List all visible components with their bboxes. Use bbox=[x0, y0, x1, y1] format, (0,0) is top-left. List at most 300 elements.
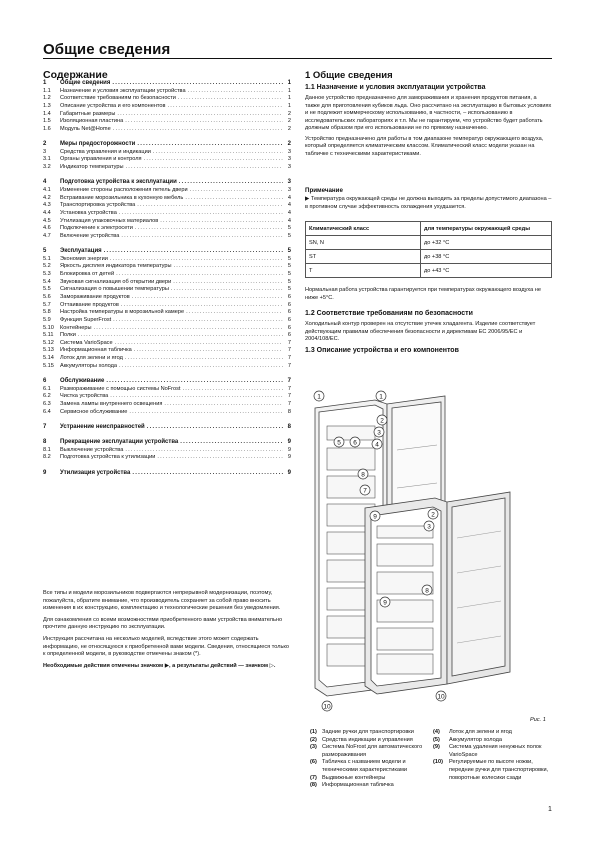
toc-leader-dots bbox=[132, 294, 283, 302]
section-1-2-heading: 1.2 Соответствие требованиям по безопасности bbox=[305, 310, 473, 317]
toc-entry-number: 5.10 bbox=[43, 324, 54, 331]
toc-entry-number: 4.5 bbox=[43, 217, 51, 224]
toc-spacer bbox=[43, 240, 291, 248]
note-heading: Примечание bbox=[305, 187, 343, 194]
callout-label: 3 bbox=[427, 523, 431, 531]
toc-entry-label: Изоляционная пластина bbox=[60, 118, 124, 125]
callout-marker bbox=[372, 439, 382, 449]
toc-entry-label: Габаритные размеры bbox=[60, 110, 116, 117]
toc-entry-page: 9 bbox=[287, 469, 291, 476]
toc-entry-number: 6.1 bbox=[43, 385, 51, 392]
toc-entry-label: Функция SuperFrost bbox=[60, 316, 112, 323]
toc-entry-page: 3 bbox=[287, 148, 291, 155]
toc-entry-number: 4.7 bbox=[43, 232, 51, 239]
toc-entry[interactable] bbox=[43, 103, 291, 111]
legend-text: Задние ручки для транспортировки bbox=[322, 729, 414, 735]
toc-entry-number: 5.11 bbox=[43, 332, 54, 339]
toc-leader-dots bbox=[178, 95, 283, 103]
toc-leader-dots bbox=[132, 470, 283, 478]
toc-entry-label: Транспортировка устройства bbox=[60, 202, 136, 209]
callout-label: 2 bbox=[431, 511, 435, 519]
toc-leader-dots bbox=[144, 156, 283, 164]
toc-entry-number: 5.7 bbox=[43, 301, 51, 308]
table-header-cell: для температуры окружающей среды bbox=[421, 222, 552, 236]
toc-entry-number: 5.1 bbox=[43, 255, 51, 262]
toc-entry-label: Утилизация упаковочных материалов bbox=[60, 217, 159, 224]
toc-entry[interactable] bbox=[43, 294, 291, 302]
table-cell: ST bbox=[306, 250, 421, 264]
toc-leader-dots bbox=[137, 202, 283, 210]
toc-entry-label: Эксплуатация bbox=[60, 248, 102, 255]
toc-entry-number: 5.12 bbox=[43, 339, 54, 346]
toc-entry-page: 7 bbox=[287, 339, 291, 346]
toc-entry[interactable] bbox=[43, 393, 291, 401]
toc-entry-label: Общие сведения bbox=[60, 80, 111, 86]
legend-left bbox=[310, 729, 428, 790]
toc-entry[interactable] bbox=[43, 179, 291, 187]
toc-entry-label: Замена лампы внутреннего освещения bbox=[60, 400, 163, 407]
climate-table-wrap bbox=[305, 221, 552, 278]
toc-entry-page: 5 bbox=[287, 225, 291, 232]
toc-entry-page: 5 bbox=[287, 286, 291, 293]
toc-entry-number: 4 bbox=[43, 179, 47, 186]
table-row bbox=[306, 250, 552, 264]
toc-entry-page: 7 bbox=[287, 347, 291, 354]
toc-entry[interactable] bbox=[43, 378, 291, 386]
toc-entry-page: 9 bbox=[287, 446, 291, 453]
legend-number: (2) bbox=[310, 736, 317, 743]
toc-entry-label: Выключение устройства bbox=[60, 446, 124, 453]
toc-entry-number: 5 bbox=[43, 248, 47, 255]
legend-number: (6) bbox=[310, 759, 317, 766]
toc-leader-dots bbox=[129, 409, 283, 417]
toc-entry-page: 2 bbox=[287, 118, 291, 125]
toc-entry-number: 5.5 bbox=[43, 286, 51, 293]
toc-leader-dots bbox=[135, 225, 283, 233]
toc-leader-dots bbox=[186, 309, 283, 317]
callout-label: 2 bbox=[380, 417, 384, 425]
toc-entry[interactable] bbox=[43, 355, 291, 363]
callout-marker bbox=[377, 415, 387, 425]
toc-entry-page: 1 bbox=[287, 95, 291, 102]
toc-entry-number: 5.15 bbox=[43, 362, 54, 369]
legend-number: (9) bbox=[433, 744, 440, 751]
toc-entry[interactable] bbox=[43, 332, 291, 340]
legend-text: Табличка с названием модели и техническими характеристиками bbox=[322, 759, 407, 773]
toc-entry[interactable] bbox=[43, 187, 291, 195]
callout-label: 5 bbox=[337, 439, 341, 447]
toc-entry-number: 1.2 bbox=[43, 95, 51, 102]
toc-entry[interactable] bbox=[43, 271, 291, 279]
toc-entry-number: 9 bbox=[43, 469, 47, 476]
callout-label: 6 bbox=[353, 439, 357, 447]
legend-item bbox=[310, 775, 428, 783]
section-1-1-heading: 1.1 Назначение и условия эксплуатации устройства bbox=[305, 84, 486, 91]
toc-leader-dots bbox=[125, 355, 283, 363]
callout-marker bbox=[370, 511, 380, 521]
toc-entry[interactable] bbox=[43, 286, 291, 294]
toc-entry[interactable] bbox=[43, 225, 291, 233]
legend-text: Аккумулятор холода bbox=[449, 736, 502, 743]
legend-number: (4) bbox=[433, 729, 440, 735]
toc-leader-dots bbox=[121, 233, 283, 241]
toc-entry[interactable] bbox=[43, 248, 291, 256]
toc-entry-page: 2 bbox=[287, 141, 291, 148]
table-row bbox=[306, 264, 552, 278]
toc-spacer bbox=[43, 462, 291, 470]
callout-label: 10 bbox=[437, 693, 445, 701]
toc-leader-dots bbox=[113, 126, 283, 134]
callout-label: 9 bbox=[373, 513, 377, 521]
intro-text bbox=[43, 590, 291, 674]
toc-entry[interactable] bbox=[43, 279, 291, 287]
toc-entry-page: 5 bbox=[287, 263, 291, 270]
toc-entry-number: 1 bbox=[43, 80, 47, 86]
toc-entry[interactable] bbox=[43, 126, 291, 134]
toc-entry-page: 5 bbox=[287, 271, 291, 278]
toc-entry-label: Сервисное обслуживание bbox=[60, 408, 128, 415]
toc-entry[interactable] bbox=[43, 80, 291, 88]
section-1-1-paragraph: Данное устройство предназначено для замораживания и хранения продуктов питания, а также для приготовления кубиков льда. Оно рассчитано на эксплуатацию в бытовых условиях и не подлежит коммерческому использованию, в частности, – использованию в исследовательских лабораториях и т.п. Мы не гарантируем, что устройство будет работать должным образом при его использовании не по прямому назначению. bbox=[305, 95, 552, 131]
legend-item bbox=[310, 744, 428, 759]
toc-entry-page: 9 bbox=[287, 454, 291, 461]
toc-entry-number: 6.3 bbox=[43, 400, 51, 407]
toc-entry-label: Индикатор температуры bbox=[60, 164, 124, 171]
toc-entry[interactable] bbox=[43, 340, 291, 348]
intro-paragraph: Все типы и модели морозильников подвергаются непрерывной модернизации, поэтому, пожалуйста, обратите внимание, что производитель сохраняет за собой право вносить изменения в их конструкцию, комплектацию и технологические решения без уведомления. bbox=[43, 590, 281, 612]
toc-entry-page: 2 bbox=[287, 125, 291, 132]
table-cell: SN, N bbox=[306, 236, 421, 250]
callout-label: 1 bbox=[379, 393, 383, 401]
toc-heading: Содержание bbox=[43, 69, 108, 81]
toc-entry-label: Устранение неисправностей bbox=[60, 423, 145, 430]
toc-entry-label: Блокировка от детей bbox=[60, 271, 115, 278]
toc-entry-number: 4.4 bbox=[43, 209, 51, 216]
toc-leader-dots bbox=[180, 439, 283, 447]
toc-entry-page: 9 bbox=[287, 439, 291, 446]
toc-entry-label: Система VarioSpace bbox=[60, 339, 113, 346]
toc-entry-page: 7 bbox=[287, 385, 291, 392]
table-header-row bbox=[306, 222, 552, 236]
toc-leader-dots bbox=[137, 141, 283, 149]
toc-entry-page: 3 bbox=[287, 156, 291, 163]
toc-entry-label: Полки bbox=[60, 332, 76, 339]
toc-entry-label: Настройка температуры в морозильной камере bbox=[60, 309, 185, 316]
page-number: 1 bbox=[548, 806, 552, 813]
toc-leader-dots bbox=[168, 103, 283, 111]
intro-symbol-note: Необходимые действия отмечены значком ▶, а результаты действий — значком ▷. bbox=[43, 662, 276, 669]
toc-entry-page: 3 bbox=[287, 186, 291, 193]
toc-entry-label: Замораживание продуктов bbox=[60, 293, 130, 300]
legend-right bbox=[433, 729, 551, 782]
toc-entry-number: 5.3 bbox=[43, 271, 51, 278]
callout-marker bbox=[358, 469, 368, 479]
freezer-illustration bbox=[305, 388, 550, 716]
toc-entry-page: 3 bbox=[287, 164, 291, 171]
legend-number: (8) bbox=[310, 782, 317, 789]
toc-entry-label: Прекращение эксплуатации устройства bbox=[60, 439, 179, 446]
callout-label: 7 bbox=[363, 487, 367, 495]
toc-entry-page: 5 bbox=[287, 232, 291, 239]
toc-entry[interactable] bbox=[43, 218, 291, 226]
toc-entry[interactable] bbox=[43, 149, 291, 157]
toc-entry-page: 7 bbox=[287, 400, 291, 407]
legend-item bbox=[310, 729, 428, 737]
toc-leader-dots bbox=[171, 286, 283, 294]
legend-number: (3) bbox=[310, 744, 317, 751]
toc-entry[interactable] bbox=[43, 118, 291, 126]
toc-leader-dots bbox=[188, 88, 283, 96]
section-1-2-text: Холодильный контур проверен на отсутствие утечек хладагента. Изделие соответствует действующим правилам обеспечения безопасности и директивам ЕС 2006/95/EC и 2004/108/EC. bbox=[305, 321, 536, 342]
table-cell: до +38 °C bbox=[421, 250, 552, 264]
toc-entry[interactable] bbox=[43, 95, 291, 103]
toc-entry[interactable] bbox=[43, 210, 291, 218]
toc-entry-label: Контейнеры bbox=[60, 324, 92, 331]
toc-entry-number: 4.2 bbox=[43, 194, 51, 201]
toc-entry-number: 1.5 bbox=[43, 118, 51, 125]
toc-entry[interactable] bbox=[43, 470, 291, 478]
toc-entry[interactable] bbox=[43, 424, 291, 432]
toc-entry-page: 1 bbox=[287, 87, 291, 94]
toc-entry-number: 5.4 bbox=[43, 278, 51, 285]
toc-entry-label: Подготовка устройства к эксплуатации bbox=[60, 179, 177, 186]
toc-entry-number: 1.3 bbox=[43, 102, 51, 109]
toc-leader-dots bbox=[185, 195, 283, 203]
toc-entry[interactable] bbox=[43, 325, 291, 333]
toc-entry[interactable] bbox=[43, 454, 291, 462]
legend-number: (1) bbox=[310, 729, 317, 735]
callout-marker bbox=[422, 585, 432, 595]
toc-entry-page: 1 bbox=[287, 80, 291, 86]
toc-leader-dots bbox=[182, 386, 283, 394]
toc-leader-dots bbox=[160, 218, 283, 226]
toc-leader-dots bbox=[174, 263, 283, 271]
toc-entry-label: Изменение стороны расположения петель двери bbox=[60, 186, 188, 193]
toc-leader-dots bbox=[110, 256, 283, 264]
toc-entry-number: 6.4 bbox=[43, 408, 51, 415]
toc-entry-page: 4 bbox=[287, 217, 291, 224]
toc-entry-page: 6 bbox=[287, 332, 291, 339]
toc-entry-label: Обслуживание bbox=[60, 377, 105, 384]
toc-entry-number: 1.4 bbox=[43, 110, 51, 117]
toc-entry-number: 3.1 bbox=[43, 156, 51, 163]
toc-leader-dots bbox=[119, 363, 283, 371]
intro-paragraph: Для ознакомления со всеми возможностями приобретенного вами устройства внимательно прочтите данную инструкцию по эксплуатации. bbox=[43, 616, 283, 631]
toc-entry[interactable] bbox=[43, 409, 291, 417]
toc-entry-number: 5.6 bbox=[43, 293, 51, 300]
table-header-cell: Климатический класс bbox=[306, 222, 421, 236]
toc-entry[interactable] bbox=[43, 202, 291, 210]
legend-number: (10) bbox=[433, 759, 443, 766]
toc-entry-page: 4 bbox=[287, 194, 291, 201]
toc-entry-number: 6.2 bbox=[43, 393, 51, 400]
toc-leader-dots bbox=[112, 80, 283, 88]
table-cell: до +43 °C bbox=[421, 264, 552, 278]
section-1-3-heading: 1.3 Описание устройства и его компонентов bbox=[305, 347, 459, 354]
toc-spacer bbox=[43, 431, 291, 439]
toc-entry-label: Модуль Net@Home bbox=[60, 125, 111, 132]
toc-entry-label: Средства управления и индикации bbox=[60, 148, 151, 155]
toc-entry-page: 6 bbox=[287, 316, 291, 323]
toc-entry-label: Описание устройства и его компонентов bbox=[60, 102, 166, 109]
toc-entry-page: 6 bbox=[287, 293, 291, 300]
callout-marker bbox=[322, 701, 332, 711]
toc-entry-number: 4.1 bbox=[43, 186, 51, 193]
legend-item bbox=[310, 737, 428, 745]
toc-entry-page: 5 bbox=[287, 255, 291, 262]
toc-entry-page: 5 bbox=[287, 278, 291, 285]
legend-item bbox=[310, 782, 428, 790]
title-rule bbox=[43, 58, 552, 59]
toc-leader-dots bbox=[125, 118, 283, 126]
legend-text: Выдвижные контейнеры bbox=[322, 774, 386, 781]
toc-spacer bbox=[43, 416, 291, 424]
toc-leader-dots bbox=[164, 401, 283, 409]
toc-entry-label: Лоток для зелени и ягод bbox=[60, 355, 123, 362]
toc-leader-dots bbox=[110, 393, 283, 401]
toc-entry[interactable] bbox=[43, 263, 291, 271]
toc-entry-label: Оттаивание продуктов bbox=[60, 301, 119, 308]
toc-entry-label: Встраивание морозильника в кухонную мебель bbox=[60, 194, 184, 201]
callout-marker bbox=[376, 391, 386, 401]
toc-entry-label: Яркость дисплея индикатора температуры bbox=[60, 263, 172, 270]
toc-entry-label: Соответствие требованиям по безопасности bbox=[60, 95, 176, 102]
legend-text: Система удаления ненужных полок VarioSpace bbox=[449, 744, 542, 758]
toc-entry[interactable] bbox=[43, 439, 291, 447]
toc-entry[interactable] bbox=[43, 401, 291, 409]
toc-entry-number: 3.2 bbox=[43, 164, 51, 171]
toc-entry-label: Чистка устройства bbox=[60, 393, 109, 400]
callout-label: 8 bbox=[361, 471, 365, 479]
toc-entry-number: 5.14 bbox=[43, 355, 54, 362]
callout-marker bbox=[380, 597, 390, 607]
callout-marker bbox=[314, 391, 324, 401]
toc-entry-label: Подключение к электросети bbox=[60, 225, 133, 232]
toc-entry-page: 7 bbox=[287, 393, 291, 400]
toc-leader-dots bbox=[190, 187, 283, 195]
callout-marker bbox=[428, 509, 438, 519]
toc-entry-label: Меры предосторожности bbox=[60, 141, 136, 148]
callout-marker bbox=[424, 521, 434, 531]
legend-text: Средства индикации и управления bbox=[322, 736, 413, 743]
toc-entry[interactable] bbox=[43, 88, 291, 96]
toc-entry-page: 7 bbox=[287, 355, 291, 362]
toc-leader-dots bbox=[116, 271, 283, 279]
toc-leader-dots bbox=[117, 111, 283, 119]
toc-entry-label: Экономия энергии bbox=[60, 255, 108, 262]
legend-item bbox=[433, 759, 551, 782]
toc-entry-page: 4 bbox=[287, 202, 291, 209]
toc-entry-page: 8 bbox=[287, 408, 291, 415]
toc-leader-dots bbox=[94, 325, 283, 333]
toc-entry-label: Размораживание с помощью системы NoFrost bbox=[60, 385, 181, 392]
section-1-1-text bbox=[305, 95, 552, 158]
toc-entry-page: 6 bbox=[287, 301, 291, 308]
toc-entry[interactable] bbox=[43, 317, 291, 325]
toc-entry-page: 2 bbox=[287, 110, 291, 117]
toc-leader-dots bbox=[157, 454, 283, 462]
toc-entry-number: 5.8 bbox=[43, 309, 51, 316]
toc-leader-dots bbox=[106, 378, 283, 386]
legend-item bbox=[433, 729, 551, 737]
callout-marker bbox=[360, 485, 370, 495]
toc-entry-label: Сигнализация о повышении температуры bbox=[60, 286, 169, 293]
toc-leader-dots bbox=[179, 179, 283, 187]
toc-entry-label: Назначение и условия эксплуатации устройства bbox=[60, 87, 186, 94]
toc-entry-number: 8.2 bbox=[43, 454, 51, 461]
toc-leader-dots bbox=[173, 279, 283, 287]
note-text: ▶ Температура окружающей среды не должна выходить за пределы допустимого диапазона – в противном случае эффективность охлаждения ухудшается. bbox=[305, 196, 552, 210]
toc-leader-dots bbox=[134, 347, 283, 355]
toc-entry-number: 8.1 bbox=[43, 446, 51, 453]
legend-text: Регулируемые по высоте ножки, передние ручки для транспортировки, поворотные колесики сзади bbox=[449, 759, 549, 781]
toc-entry-label: Включение устройства bbox=[60, 232, 120, 239]
toc-entry[interactable] bbox=[43, 156, 291, 164]
toc-leader-dots bbox=[119, 210, 283, 218]
toc-entry-number: 2 bbox=[43, 141, 47, 148]
toc-entry[interactable] bbox=[43, 363, 291, 371]
toc-entry[interactable] bbox=[43, 347, 291, 355]
toc-entry-number: 5.13 bbox=[43, 347, 54, 354]
toc-entry-number: 4.3 bbox=[43, 202, 51, 209]
toc-entry-label: Информационная табличка bbox=[60, 347, 132, 354]
toc-entry[interactable] bbox=[43, 164, 291, 172]
toc-entry-page: 4 bbox=[287, 209, 291, 216]
toc-entry-number: 3 bbox=[43, 148, 47, 155]
toc-leader-dots bbox=[78, 332, 283, 340]
table-cell: до +32 °C bbox=[421, 236, 552, 250]
toc-entry-number: 5.2 bbox=[43, 263, 51, 270]
toc-entry-number: 6 bbox=[43, 377, 47, 384]
toc-spacer bbox=[43, 133, 291, 141]
callout-label: 10 bbox=[323, 703, 331, 711]
toc-entry-page: 7 bbox=[287, 377, 291, 384]
toc-entry[interactable] bbox=[43, 233, 291, 241]
toc-entry-label: Утилизация устройства bbox=[60, 469, 131, 476]
toc-leader-dots bbox=[104, 248, 283, 256]
legend-text: Лоток для зелени и ягод bbox=[449, 729, 512, 735]
toc-entry-page: 8 bbox=[287, 423, 291, 430]
legend-item bbox=[433, 744, 551, 759]
toc-entry-number: 4.6 bbox=[43, 225, 51, 232]
callout-marker bbox=[374, 427, 384, 437]
callout-marker bbox=[350, 437, 360, 447]
toc-entry[interactable] bbox=[43, 309, 291, 317]
toc-entry[interactable] bbox=[43, 141, 291, 149]
toc-entry-page: 3 bbox=[287, 179, 291, 186]
toc-spacer bbox=[43, 370, 291, 378]
toc-entry-number: 1.6 bbox=[43, 125, 51, 132]
table-of-contents bbox=[43, 80, 291, 477]
legend-text: Информационная табличка bbox=[322, 782, 394, 789]
toc-leader-dots bbox=[126, 164, 283, 172]
callout-label: 4 bbox=[375, 441, 379, 449]
table-row bbox=[306, 236, 552, 250]
toc-entry[interactable] bbox=[43, 256, 291, 264]
toc-entry-label: Установка устройства bbox=[60, 209, 117, 216]
toc-leader-dots bbox=[115, 340, 283, 348]
toc-entry-page: 6 bbox=[287, 309, 291, 316]
toc-entry[interactable] bbox=[43, 111, 291, 119]
page-title: Общие сведения bbox=[43, 41, 171, 58]
toc-entry-page: 1 bbox=[287, 102, 291, 109]
callout-marker bbox=[436, 691, 446, 701]
legend-number: (7) bbox=[310, 774, 317, 781]
toc-leader-dots bbox=[147, 424, 283, 432]
toc-entry-page: 6 bbox=[287, 324, 291, 331]
figure-label: Рис. 1 bbox=[530, 717, 546, 723]
toc-entry-number: 8 bbox=[43, 439, 47, 446]
